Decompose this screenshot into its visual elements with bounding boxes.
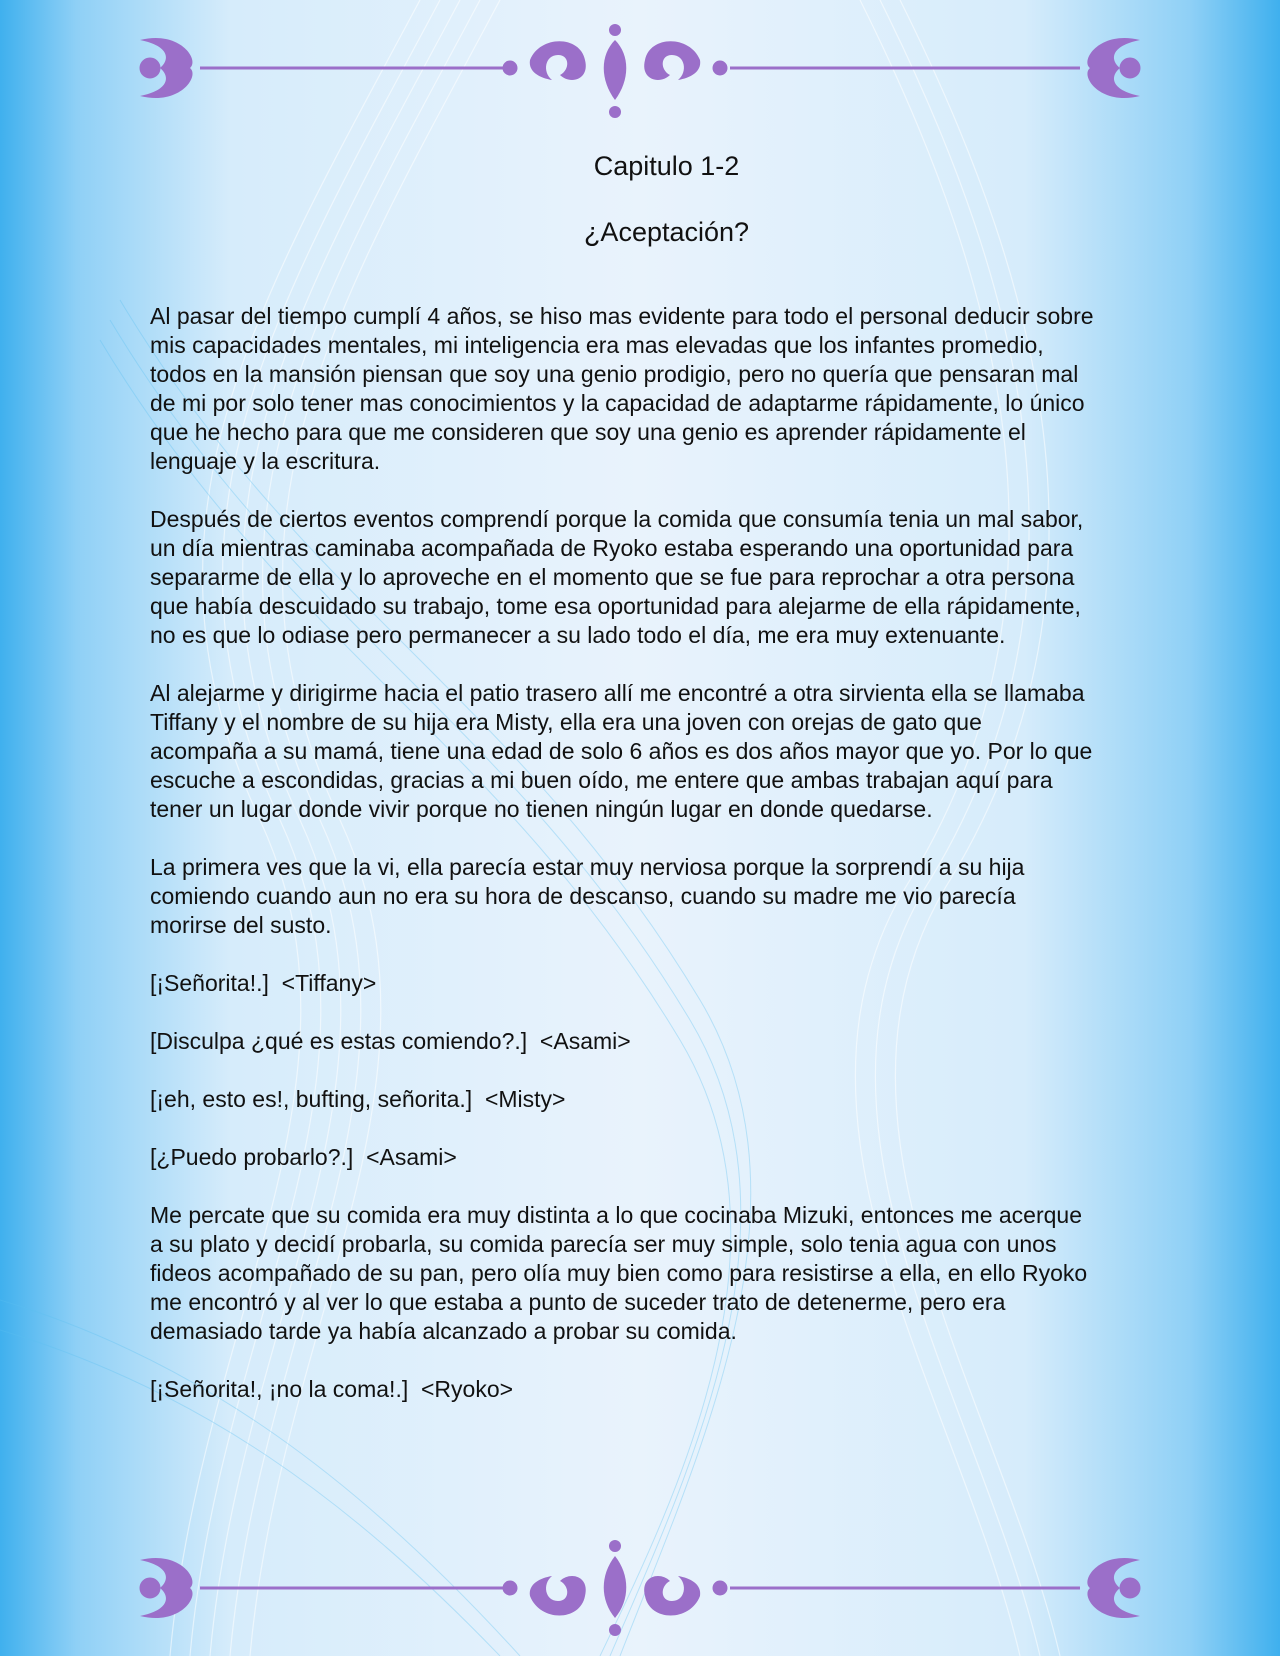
paragraph-5: Me percate que su comida era muy distinta a lo que cocinaba Mizuki, entonces me acerque a su plato y decidí probarla, su comida parecía ser muy simple, solo tenia agua con unos fideos acompañado de su pan, pero olía muy bien como para resistirse a ella, en ello Ryoko me encontró y al ver lo que estaba a punto de suceder trato de detenerme, pero era demasiado tarde ya había alcanzado a probar su comida. (150, 1202, 1088, 1344)
chapter-content (150, 140, 1095, 1433)
paragraph-2: Después de ciertos eventos comprendí porque la comida que consumía tenia un mal sabor, un día mientras caminaba acompañada de Ryoko estaba esperando una oportunidad para separarme de ella y lo aproveche en el momento que se fue para reprochar a otra persona que había descuidado su trabajo, tome esa oportunidad para alejarme de ella rápidamente, no es que lo odiase pero permanecer a su lado todo el día, me era muy extenuante. (150, 506, 1084, 648)
dialogue-line-asami-2: [¿Puedo probarlo?.] <Asami> (150, 1144, 457, 1170)
paragraph-4: La primera ves que la vi, ella parecía estar muy nerviosa porque la sorprendí a su hija comiendo cuando aun no era su hora de descanso, cuando su madre me vio parecía morirse del susto. (150, 854, 1025, 938)
chapter-title: Capitulo 1-2 (593, 151, 740, 181)
top-ornament-icon (130, 20, 1150, 120)
dialogue-line-misty: [¡eh, esto es!, bufting, señorita.] <Misty> (150, 1086, 566, 1112)
paragraph-3: Al alejarme y dirigirme hacia el patio trasero allí me encontré a otra sirvienta ella se llamaba Tiffany y el nombre de su hija era Misty, ella era una joven con orejas de gato que acompaña a su mamá, tiene una edad de solo 6 años es dos años mayor que yo. Por lo que escuche a escondidas, gracias a mi buen oído, me entere que ambas trabajan aquí para tener un lugar donde vivir porque no tienen ningún lugar en donde quedarse. (150, 680, 1093, 822)
bottom-ornament-icon (130, 1540, 1150, 1640)
dialogue-line-ryoko: [¡Señorita!, ¡no la coma!.] <Ryoko> (150, 1376, 514, 1402)
paragraph-1: Al pasar del tiempo cumplí 4 años, se hiso mas evidente para todo el personal deducir sobre mis capacidades mentales, mi inteligencia era mas elevadas que los infantes promedio, todos en la mansión piensan que soy una genio prodigio, pero no quería que pensaran mal de mi por solo tener mas conocimientos y la capacidad de adaptarme rápidamente, lo único que he hecho para que me consideren que soy una genio es aprender rápidamente el lenguaje y la escritura. (150, 303, 1094, 474)
chapter-subtitle: ¿Aceptación? (583, 217, 750, 247)
dialogue-line-asami-1: [Disculpa ¿qué es estas comiendo?.] <Asami> (150, 1028, 631, 1054)
dialogue-line-tiffany: [¡Señorita!.] <Tiffany> (150, 970, 377, 996)
